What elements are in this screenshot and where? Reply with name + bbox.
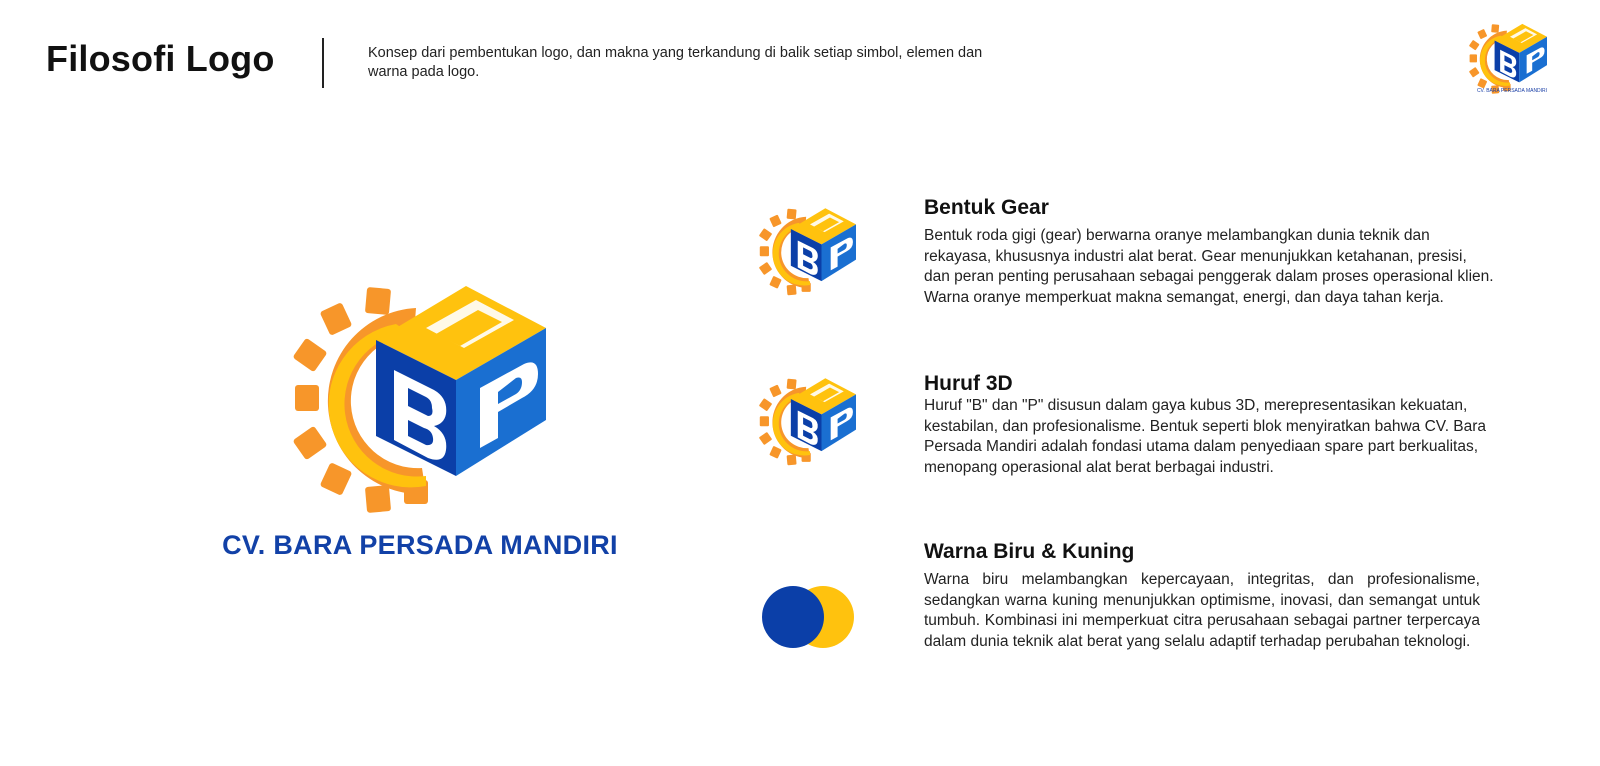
- section-warna: [924, 540, 1480, 652]
- section-text: Huruf "B" dan "P" disusun dalam gaya kubus 3D, merepresentasikan kekuatan, kestabilan, dan profesionalisme. Bentuk seperti blok menyiratkan bahwa CV. Bara Persada Mandiri adalah fondasi utama dalam penyediaan spare part berkualitas, menopang operasional alat berat berbagai industri.: [924, 397, 1487, 476]
- section-title: Huruf 3D: [924, 372, 1013, 395]
- section-title: Bentuk Gear: [924, 196, 1049, 219]
- section-text: Warna biru melambangkan kepercayaan, integritas, dan profesionalisme, sedangkan warna kuning menunjukkan optimisme, inovasi, dan semangat untuk tumbuh. Kombinasi ini memperkuat citra perusahaan sebagai partner terpercaya dalam dunia teknik alat berat yang selalu adaptif terhadap perubahan teknologi.: [924, 571, 1480, 650]
- company-name: CV. BARA PERSADA MANDIRI: [222, 530, 618, 560]
- color-circles-icon: [760, 584, 860, 650]
- gear-logo-icon: [752, 206, 868, 298]
- section-text: Bentuk roda gigi (gear) berwarna oranye melambangkan dunia teknik dan rekayasa, khususnya industri alat berat. Gear menunjukkan ketahanan, presisi, dan peran penting perusahaan sebagai penggerak dalam proses operasional klien. Warna oranye memperkuat makna semangat, energi, dan daya tahan kerja.: [924, 227, 1494, 306]
- page-title: Filosofi Logo: [46, 38, 275, 79]
- section-title: Warna Biru & Kuning: [924, 540, 1135, 563]
- corner-logo-caption: CV. BARA PERSADA MANDIRI: [1476, 88, 1548, 94]
- page-subtitle: Konsep dari pembentukan logo, dan makna yang terkandung di balik setiap simbol, elemen dan warna pada logo.: [368, 45, 983, 80]
- header-divider: [322, 38, 324, 88]
- section-huruf-3d: [924, 372, 1494, 478]
- letters-logo-icon: [752, 376, 868, 468]
- section-bentuk-gear: [924, 196, 1494, 308]
- main-logo-icon: [276, 280, 576, 520]
- corner-logo-icon: [1460, 22, 1560, 96]
